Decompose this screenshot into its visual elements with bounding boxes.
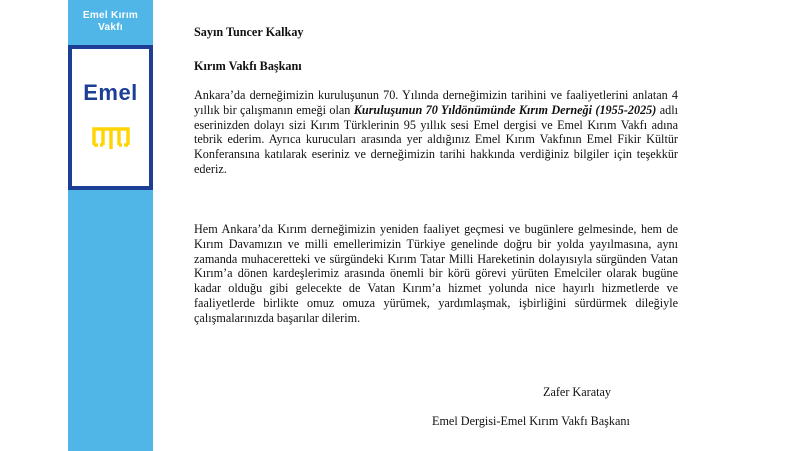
paragraph-2: Hem Ankara’da Kırım derneğimizin yeniden faaliyet geçmesi ve bugünlere gelmesinde, hem de Kırım Davamızın ve milli emellerimizin Türkiye genelinde doğru bir yolda yayılmasına, aynı zamanda muhaceretteki ve sürgündeki Kırım Tatar Milli Hareketinin dolayısıyla sürgünden Vatan Kırım’a dönen kardeşlerimiz arasında önemli bir körü görevi yürüten Emelciler olarak bugüne kadar olduğu gibi gelecekte de Vatan Kırım’a hizmet yolunda nice hayırlı hizmetlerde ve faaliyetlerde birlikte omuz omuza yürümek, yardımlaşmak, işbirliğini sürdürmek dileğiyle çalışmalarınızda başarılar dilerim. <box>194 222 678 325</box>
logo-text: Emel <box>83 80 138 105</box>
paragraph-1 <box>194 88 678 177</box>
recipient-title: Kırım Vakfı Başkanı <box>194 59 302 73</box>
paragraph-1-intro: Ankara’da derneğimizin kuruluşunun 70. Yılında derneğimizin tarihini ve faaliyetlerini anlatan 4 yıllık bir çalışmanın emeği olan <box>194 88 678 117</box>
book-title: Kuruluşunun 70 Yıldönümünde Kırım Derneği (1955-2025) <box>353 102 657 117</box>
foundation-name-line2: Vakfı <box>98 22 123 33</box>
signature-name: Zafer Karatay <box>543 385 611 399</box>
foundation-name-line1: Emel Kırım <box>82 10 139 21</box>
signature-title: Emel Dergisi-Emel Kırım Vakfı Başkanı <box>432 414 630 428</box>
emel-logo <box>68 45 153 190</box>
paragraph-1-rest: adlı eserinizden dolayı sizi Kırım Türklerinin 95 yıllık sesi Emel dergisi ve Emel Kırım Vakfı adına tebrik ederim. Ayrıca kurucuları arasında yer aldığınız Emel Kırım Vakfının Emel Fikir Kültür Konferansına katılarak eseriniz ve derneğimizin tarihi hakkında verdiğiniz bilgiler için teşekkür ederiz. <box>194 102 678 176</box>
foundation-name <box>68 10 153 34</box>
tamga-icon <box>92 125 130 151</box>
letter-greeting: Sayın Tuncer Kalkay <box>194 25 304 39</box>
